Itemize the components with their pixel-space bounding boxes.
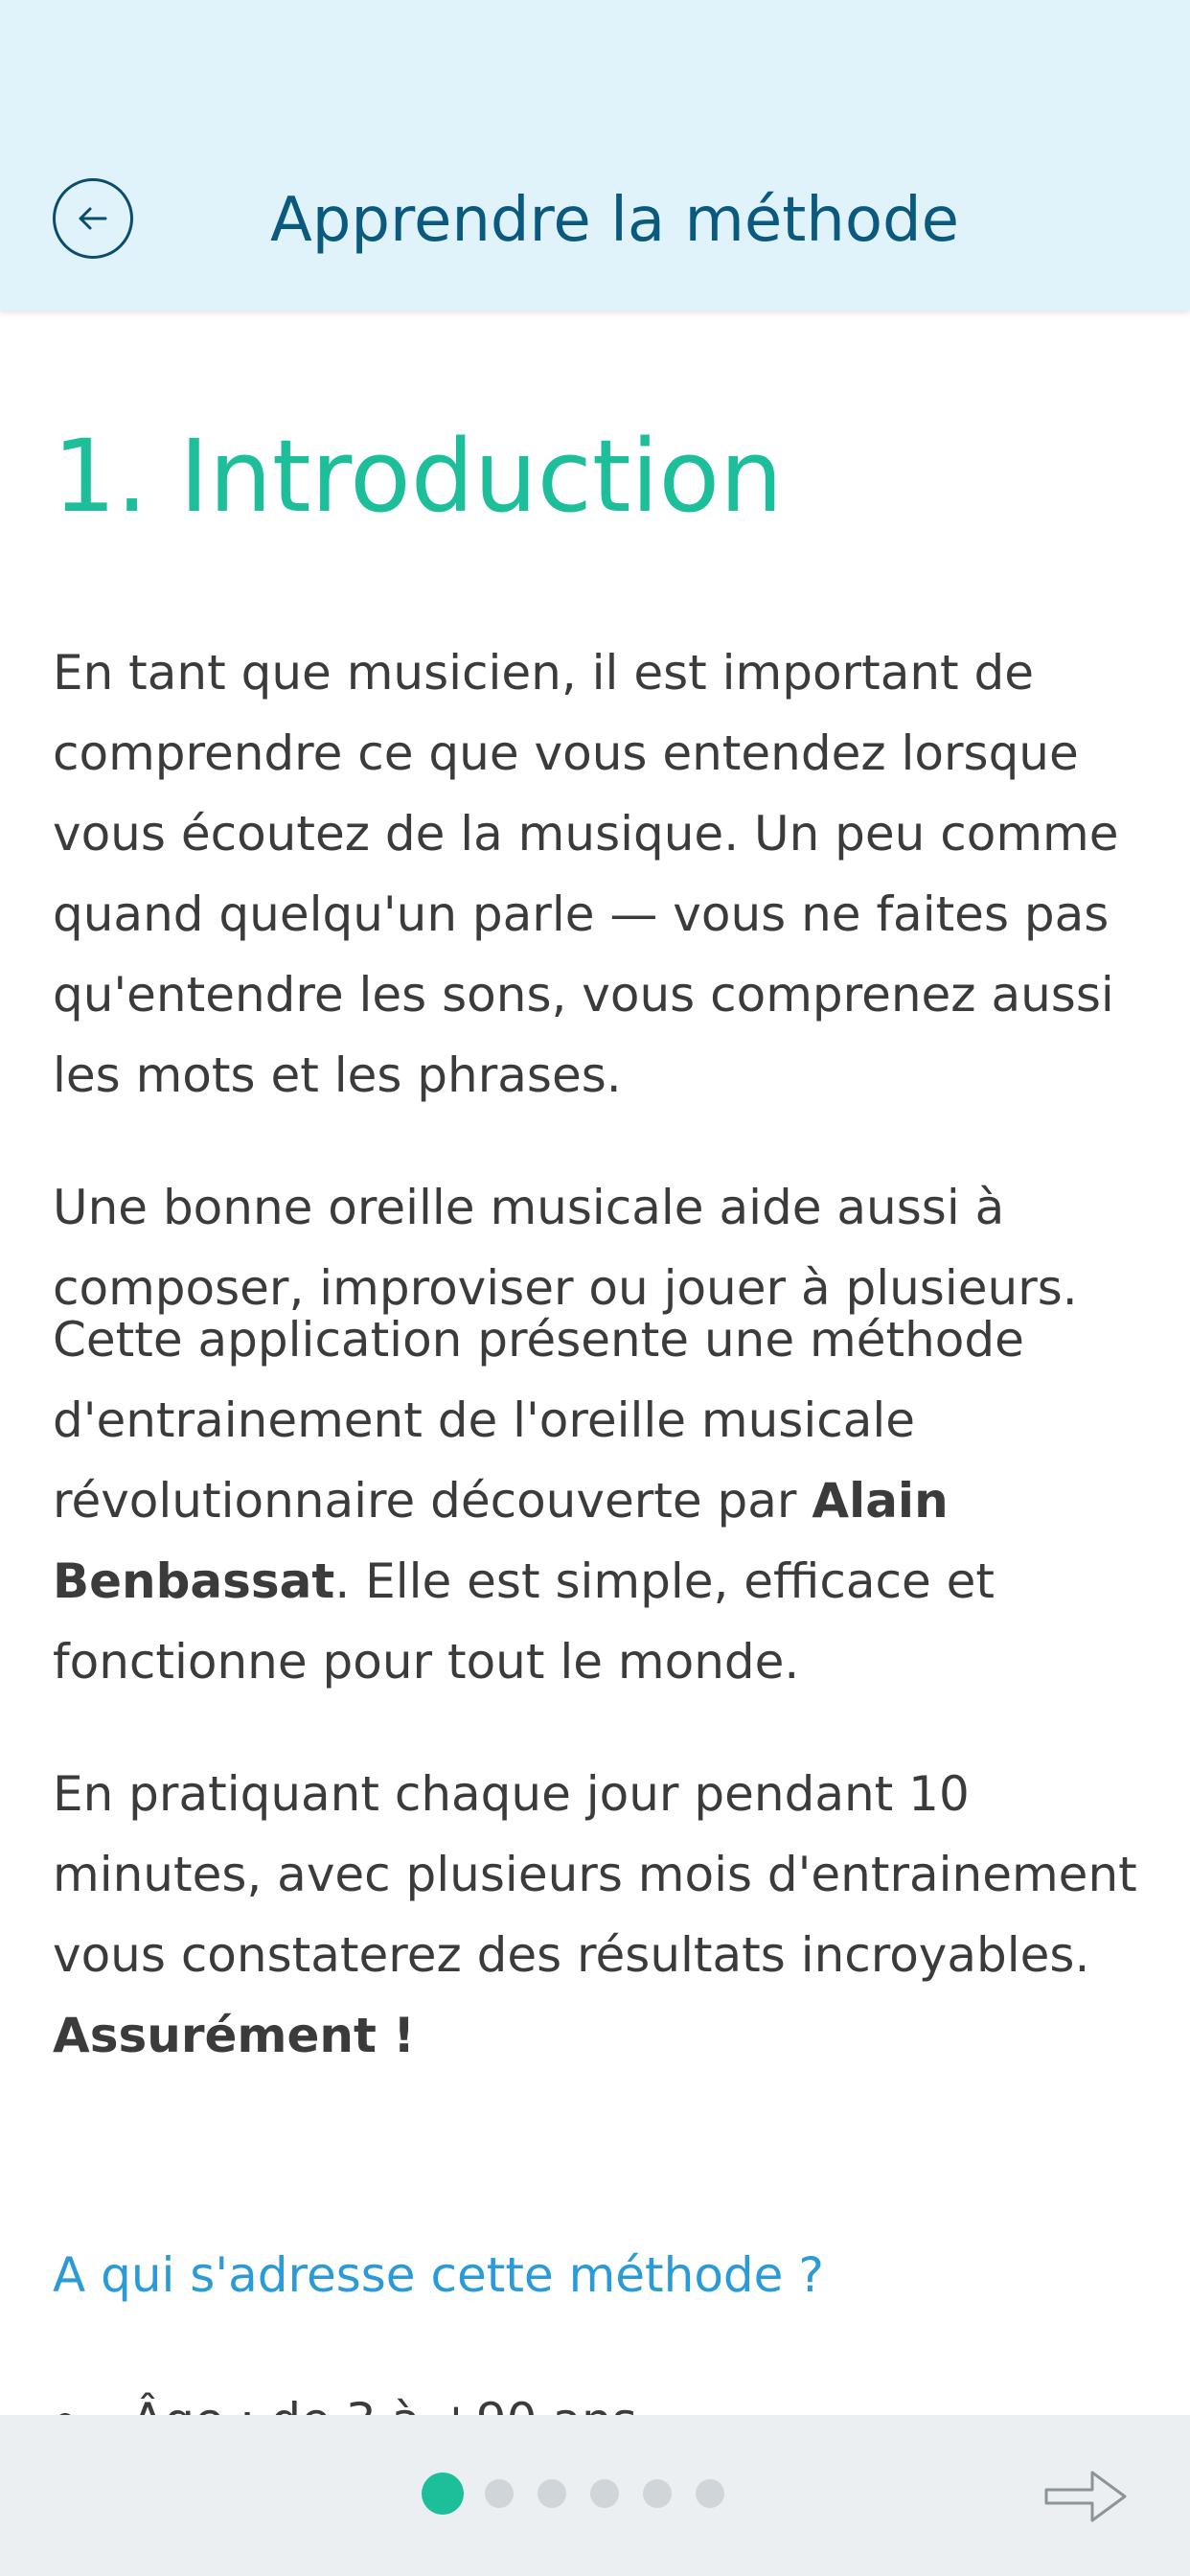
author-name: Alain Benbassat: [53, 1473, 949, 1609]
paragraph-text: En pratiquant chaque jour pendant 10 minutes, avec plusieurs mois d'entrainement vous constaterez des résultats incroyables.: [53, 1766, 1137, 1983]
section-heading: 1. Introduction: [53, 418, 784, 535]
back-button[interactable]: [53, 178, 133, 259]
page-title: Apprendre la méthode: [270, 185, 959, 256]
page-indicator: [422, 2472, 748, 2515]
next-button[interactable]: [1042, 2467, 1129, 2526]
emphasis-text: Assurément !: [53, 2008, 416, 2063]
intro-paragraph-2: Une bonne oreille musicale aide aussi à composer, improviser ou jouer à plusieurs.: [53, 1180, 1078, 1316]
pager-footer: [0, 2415, 1190, 2576]
intro-paragraph-3: [53, 1300, 1155, 1702]
page-dot-1[interactable]: [422, 2472, 464, 2515]
arrow-left-circle-icon: [71, 196, 115, 241]
page-dot-2[interactable]: [485, 2479, 514, 2508]
page-dot-5[interactable]: [643, 2479, 672, 2508]
page-dot-4[interactable]: [590, 2479, 619, 2508]
app-header: [0, 0, 1190, 310]
page-dot-6[interactable]: [696, 2479, 724, 2508]
audience-subheading: A qui s'adresse cette méthode ?: [53, 2247, 824, 2303]
intro-paragraph-1: En tant que musicien, il est important de comprendre ce que vous entendez lorsque vous écoutez de la musique. Un peu comme quand quelqu'un parle — vous ne faites pas qu'entendre les sons, vous comprenez aussi les mots et les phrases.: [53, 645, 1119, 1103]
paragraph-text: . Elle est simple, efficace et fonctionne pour tout le monde.: [53, 1553, 995, 1690]
arrow-right-outline-icon: [1042, 2467, 1129, 2526]
intro-paragraph-4: [53, 1754, 1155, 2076]
page-dot-3[interactable]: [538, 2479, 566, 2508]
paragraph-text: Cette application présente une méthode d'entrainement de l'oreille musicale révolutionnaire découverte par: [53, 1312, 1024, 1529]
content-scroll-area[interactable]: [0, 310, 1190, 2415]
